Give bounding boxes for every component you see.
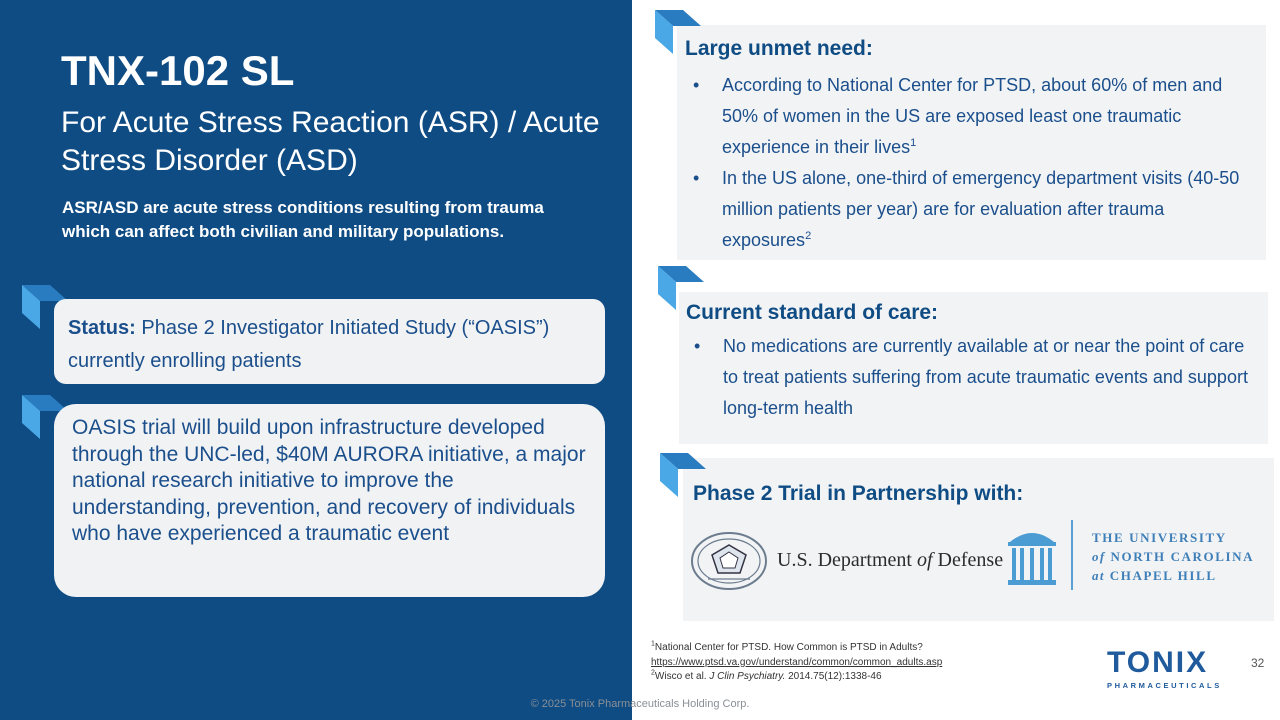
list-item: • No medications are currently available at or near the point of care to treat patients suffering from acute traumatic events and support long-term health	[686, 331, 1260, 424]
copyright: © 2025 Tonix Pharmaceuticals Holding Corp.	[530, 698, 750, 710]
partnership-box	[683, 458, 1274, 621]
footnote-link[interactable]: https://www.ptsd.va.gov/understand/common/common_adults.asp	[651, 656, 943, 668]
flag-icon	[656, 264, 706, 314]
standard-of-care-box	[679, 292, 1268, 444]
tonix-logo	[1107, 646, 1222, 690]
intro-text: ASR/ASD are acute stress conditions resulting from trauma which can affect both civilian and military populations.	[62, 198, 544, 241]
status-card	[54, 299, 605, 384]
dod-wordmark: U.S. Department of Defense	[777, 549, 1004, 571]
unc-wordmark: THE UNIVERSITY of NORTH CAROLINA at CHAPEL HILL	[1092, 530, 1255, 583]
list-item: • In the US alone, one-third of emergency department visits (40-50 million patients per year) are for evaluation after trauma exposures$^2$	[685, 163, 1258, 256]
unmet-need-heading: Large unmet need:	[685, 37, 873, 60]
tonix-wordmark: TONIX	[1107, 646, 1209, 679]
flag-icon	[653, 8, 703, 58]
tonix-subtitle: PHARMACEUTICALS	[1107, 681, 1222, 690]
unmet-need-box	[677, 25, 1266, 260]
standard-of-care-heading: Current standard of care:	[686, 301, 939, 324]
flag-icon	[658, 451, 708, 501]
status-label: Status:	[68, 317, 136, 339]
list-item: • According to National Center for PTSD, about 60% of men and 50% of women in the US are exposed least one traumatic experience in their lives$^1$	[685, 70, 1258, 163]
oasis-card	[54, 404, 605, 597]
page-number: 32	[1251, 656, 1265, 670]
page-title: TNX-102 SL	[61, 47, 295, 94]
dod-seal-logo	[690, 531, 768, 591]
oasis-text: OASIS trial will build upon infrastructure developed through the UNC-led, $40M AURORA initiative, a major national research initiative to improve the understanding, prevention, and recovery of individuals who have experienced a traumatic event	[72, 416, 586, 545]
unc-old-well-logo	[1004, 524, 1060, 588]
footnotes: $^1$National Center for PTSD. How Common is PTSD in Adults? https://www.ptsd.va.gov/understand/common/common_adults.asp $^2$Wisco et al. J Clin Psychiatry. 2014.75(12):1338-46	[651, 640, 943, 682]
status-text: Phase 2 Investigator Initiated Study (“OASIS”) currently enrolling patients	[68, 317, 550, 372]
page-subtitle: For Acute Stress Reaction (ASR) / Acute Stress Disorder (ASD)	[61, 106, 600, 177]
partnership-heading: Phase 2 Trial in Partnership with:	[693, 482, 1024, 505]
unc-divider	[1071, 520, 1073, 590]
